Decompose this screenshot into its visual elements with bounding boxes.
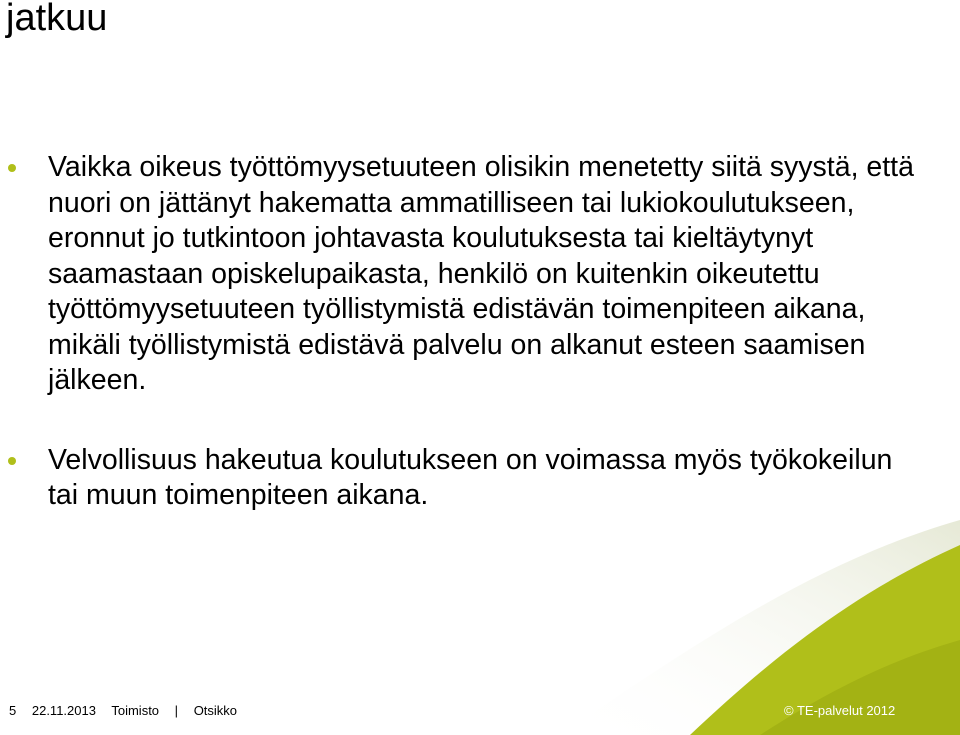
bullet-text-2: Velvollisuus hakeutua koulutukseen on voimassa myös työkokeilun tai muun toimenpiteen aikana. — [48, 443, 893, 511]
bullet-item-2 — [48, 443, 928, 514]
footer-date: 22.11.2013 — [31, 703, 96, 718]
bullet-item-1 — [48, 150, 928, 399]
footer-info — [9, 703, 249, 719]
bullet-dot-icon — [8, 164, 16, 172]
footer-subject: Otsikko — [193, 703, 238, 718]
bullet-list — [48, 150, 928, 558]
bullet-text-1: Vaikka oikeus työttömyysetuuteen olisikin menetetty siitä syystä, että nuori on jättänyt hakematta ammatilliseen tai lukiokoulutukseen, eronnut jo tutkintoon johtavasta koulutuksesta tai kieltäytynyt saamastaan opiskelupaikasta, henkilö on kuitenkin oikeutettu työttömyysetuuteen työllistymistä edistävän toimenpiteen aikana, mikäli työllistymistä edistävä palvelu on alkanut esteen saamisen jälkeen. — [48, 151, 914, 396]
page-number: 5 — [9, 703, 17, 718]
bullet-dot-icon — [8, 457, 16, 465]
footer-office: Toimisto — [111, 703, 160, 718]
footer-separator: | — [174, 703, 179, 718]
slide-title: jatkuu — [6, 0, 108, 39]
footer-copyright: © TE-palvelut 2012 — [784, 703, 896, 718]
